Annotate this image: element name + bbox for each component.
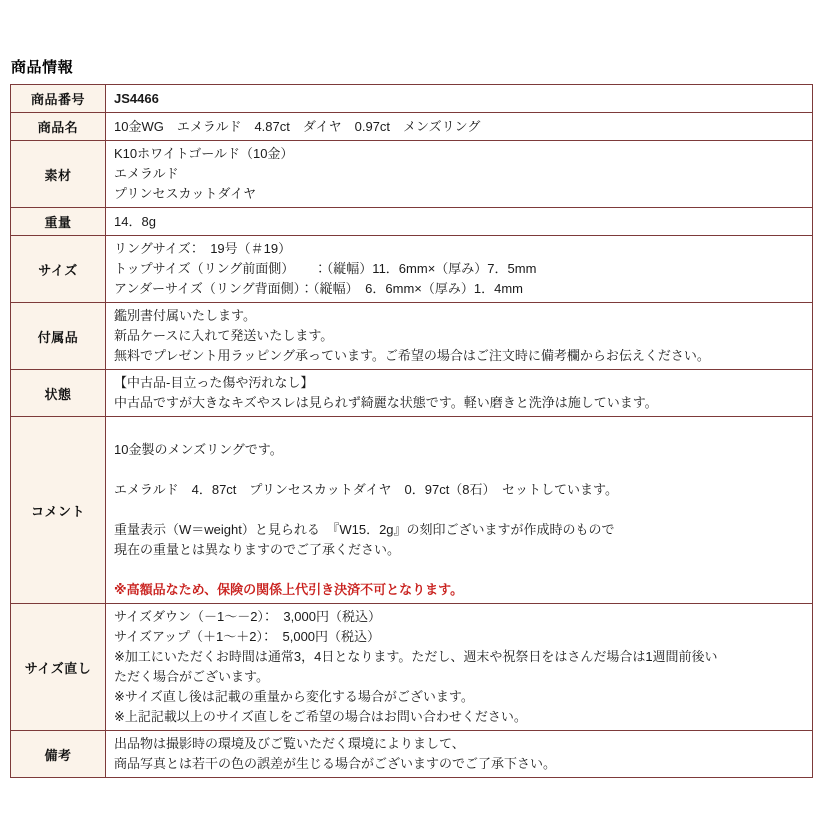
value-line (114, 500, 804, 520)
row-value (106, 604, 813, 731)
value-line (114, 460, 804, 480)
value-line: 14．8g (114, 213, 156, 229)
value-line: 10金製のメンズリングです。 (114, 442, 283, 457)
row-value (106, 370, 813, 417)
row-label: 重量 (11, 208, 106, 236)
row-value (106, 417, 813, 604)
product-info-table-body (11, 85, 813, 778)
table-row (11, 113, 813, 141)
row-value (106, 113, 813, 141)
value-line: K10ホワイトゴールド（10金） (114, 146, 294, 161)
row-label: 商品番号 (11, 85, 106, 113)
value-line: アンダーサイズ（リング背面側）：（縦幅） 6．6mm×（厚み）1．4mm (114, 281, 523, 296)
row-value (106, 141, 813, 208)
table-row (11, 208, 813, 236)
value-line: ※高額品なため、保険の関係上代引き決済不可となります。 (114, 582, 464, 597)
product-info-table (10, 84, 813, 778)
row-label: コメント (11, 417, 106, 604)
row-value (106, 85, 813, 113)
value-line: 新品ケースに入れて発送いたします。 (114, 328, 334, 343)
row-label: 付属品 (11, 303, 106, 370)
value-line: JS4466 (114, 90, 159, 106)
table-row (11, 731, 813, 778)
table-row (11, 303, 813, 370)
table-row (11, 236, 813, 303)
value-line: 鑑別書付属いたします。 (114, 308, 256, 323)
row-label: 素材 (11, 141, 106, 208)
table-row (11, 85, 813, 113)
row-value (106, 208, 813, 236)
row-label: サイズ直し (11, 604, 106, 731)
table-row (11, 417, 813, 604)
value-line: 現在の重量とは異なりますのでご了承ください。 (114, 542, 401, 557)
value-line: プリンセスカットダイヤ (114, 186, 257, 201)
value-line: 中古品ですが大きなキズやスレは見られず綺麗な状態です。軽い磨きと洗浄は施しています。 (114, 395, 658, 410)
value-line: 重量表示（W＝weight）と見られる 『W15．2g』の刻印ございますが作成時のもので (114, 522, 615, 537)
row-value (106, 236, 813, 303)
value-line: エメラルド 4．87ct プリンセスカットダイヤ 0．97ct（8石） セットしています。 (114, 482, 618, 497)
value-line: エメラルド (114, 166, 179, 181)
value-line: ※加工にいただくお時間は通常3，4日となります。ただし、週末や祝祭日をはさんだ場合は1週間前後い (114, 649, 718, 664)
table-row (11, 370, 813, 417)
value-line: サイズアップ（＋1～＋2）： 5,000円（税込） (114, 629, 381, 644)
value-line: 10金WG エメラルド 4.87ct ダイヤ 0.97ct メンズリング (114, 118, 481, 134)
value-line: 出品物は撮影時の環境及びご覧いただく環境によりまして、 (114, 736, 465, 751)
row-label: 備考 (11, 731, 106, 778)
row-label: 状態 (11, 370, 106, 417)
value-line: 商品写真とは若干の色の誤差が生じる場合がございますのでご了承下さい。 (114, 756, 557, 771)
value-line: 無料でプレゼント用ラッピング承っています。ご希望の場合はご注文時に備考欄からお伝えください。 (114, 348, 710, 363)
value-line: トップサイズ（リング前面側） ：（縦幅）11．6mm×（厚み）7．5mm (114, 261, 537, 276)
table-row (11, 604, 813, 731)
value-line: 【中古品-目立った傷や汚れなし】 (114, 375, 314, 390)
page-title: 商品情報 (11, 59, 74, 76)
value-line (114, 420, 804, 440)
row-value (106, 303, 813, 370)
value-line: サイズダウン（－1～－2）： 3,000円（税込） (114, 609, 381, 624)
row-label: 商品名 (11, 113, 106, 141)
value-line: リングサイズ： 19号（＃19） (114, 241, 292, 256)
value-line: ※サイズ直し後は記載の重量から変化する場合がございます。 (114, 689, 474, 704)
row-value (106, 731, 813, 778)
value-line: ※上記記載以上のサイズ直しをご希望の場合はお問い合わせください。 (114, 709, 527, 724)
row-label: サイズ (11, 236, 106, 303)
value-line (114, 560, 804, 580)
table-row (11, 141, 813, 208)
value-line: ただく場合がございます。 (114, 669, 269, 684)
